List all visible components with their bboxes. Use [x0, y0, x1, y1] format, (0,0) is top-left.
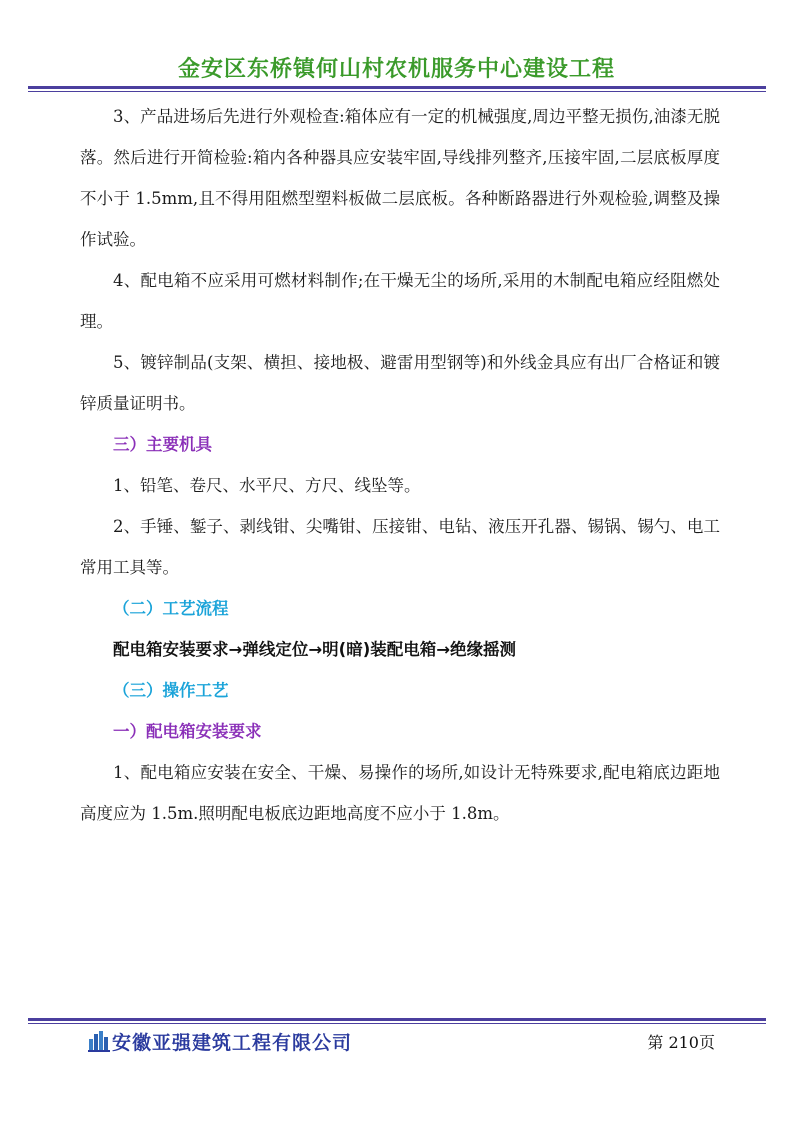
header-rule-thick	[28, 86, 766, 89]
paragraph-tools-1: 1、铅笔、卷尺、水平尺、方尺、线坠等。	[113, 476, 421, 495]
footer-page-number: 第 210页	[647, 1033, 715, 1052]
building-logo-icon	[88, 1030, 110, 1052]
paragraph-install-height: 1、配电箱应安装在安全、干燥、易操作的场所,如设计无特殊要求,配电箱底边距地高度应为 1.5m.照明配电板底边距地高度不应小于 1.8m。	[80, 763, 720, 823]
heading-install-requirements: 一）配电箱安装要求	[113, 722, 262, 741]
heading-process-flow: （二）工艺流程	[113, 599, 229, 618]
heading-operation: （三）操作工艺	[113, 681, 229, 700]
footer-rule-thin	[28, 1023, 766, 1024]
footer-company-name: 安徽亚强建筑工程有限公司	[112, 1032, 353, 1054]
paragraph-box-material: 4、配电箱不应采用可燃材料制作;在干燥无尘的场所,采用的木制配电箱应经阻燃处理。	[80, 271, 720, 331]
process-flow-line: 配电箱安装要求→弹线定位→明(暗)装配电箱→绝缘摇测	[113, 640, 517, 659]
heading-main-tools: 三）主要机具	[113, 435, 212, 454]
paragraph-inspection: 3、产品进场后先进行外观检查:箱体应有一定的机械强度,周边平整无损伤,油漆无脱落。然后进行开简检验:箱内各种器具应安装牢固,导线排列整齐,压接牢固,二层底板厚度不小于 1.5mm,且不得用阻燃型塑料板做二层底板。各种断路器进行外观检验,调整及操作试验。	[80, 107, 720, 249]
paragraph-tools-2: 2、手锤、錾子、剥线钳、尖嘴钳、压接钳、电钻、液压开孔器、锡锅、锡勺、电工常用工具等。	[80, 517, 720, 577]
footer-rule-thick	[28, 1018, 766, 1021]
header-rule-thin	[28, 91, 766, 92]
page-header-title: 金安区东桥镇何山村农机服务中心建设工程	[177, 57, 615, 82]
document-body	[80, 96, 720, 834]
paragraph-galvanized: 5、镀锌制品(支架、横担、接地极、避雷用型钢等)和外线金具应有出厂合格证和镀锌质量证明书。	[80, 353, 720, 413]
